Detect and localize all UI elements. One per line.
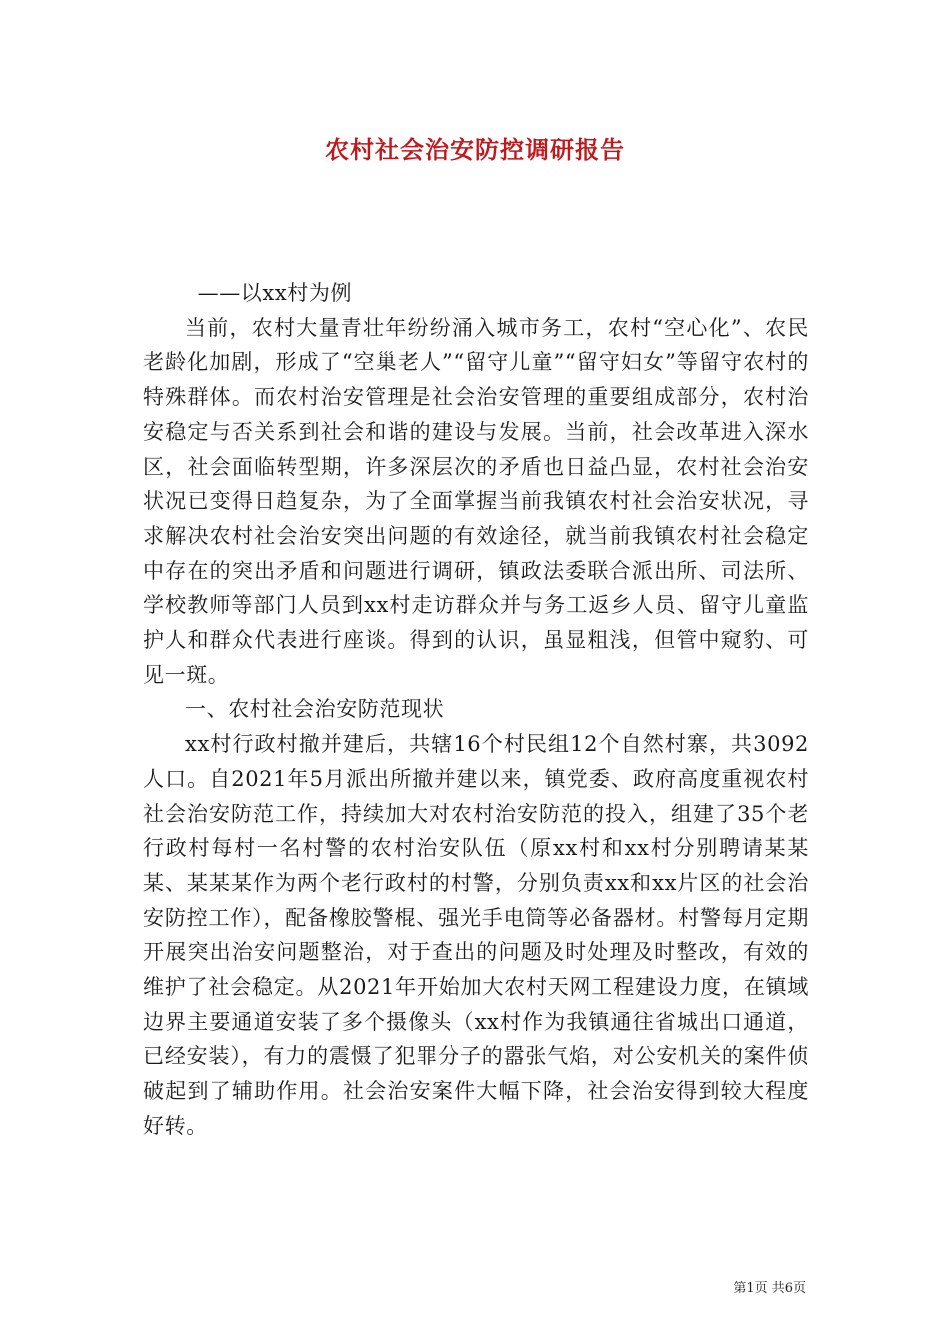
section-heading: 一、农村社会治安防范现状 — [185, 697, 445, 722]
document-title: 农村社会治安防控调研报告 — [325, 135, 625, 164]
document-body — [143, 276, 809, 1144]
page-number: 第1页 共6页 — [733, 1281, 806, 1296]
status-paragraph: xx村行政村撤并建后，共辖16个村民组12个自然村寨，共3092人口。自2021年5月派出所撤并建以来，镇党委、政府高度重视农村社会治安防范工作，持续加大对农村治安防范的投入，组建了35个老行政村每村一名村警的农村治安队伍（原xx村和xx村分别聘请某某某、某某某作为两个老行政村的村警，分别负责xx和xx片区的社会治安防控工作），配备橡胶警棍、强光手电筒等必备器材。村警每月定期开展突出治安问题整治，对于查出的问题及时处理及时整改，有效的维护了社会稳定。从2021年开始加大农村天网工程建设力度，在镇域边界主要通道安装了多个摄像头（xx村作为我镇通往省城出口通道，已经安装），有力的震慑了犯罪分子的嚣张气焰，对公安机关的案件侦破起到了辅助作用。社会治安案件大幅下降，社会治安得到较大程度好转。 — [143, 732, 809, 1138]
document-subtitle: ——以xx村为例 — [197, 281, 353, 305]
intro-paragraph: 当前，农村大量青壮年纷纷涌入城市务工，农村“空心化”、农民老龄化加剧，形成了“空巢老人”“留守儿童”“留守妇女”等留守农村的特殊群体。而农村治安管理是社会治安管理的重要组成部分，农村治安稳定与否关系到社会和谐的建设与发展。当前，社会改革进入深水区，社会面临转型期，许多深层次的矛盾也日益凸显，农村社会治安状况已变得日趋复杂，为了全面掌握当前我镇农村社会治安状况，寻求解决农村社会治安突出问题的有效途径，就当前我镇农村社会稳定中存在的突出矛盾和问题进行调研，镇政法委联合派出所、司法所、学校教师等部门人员到xx村走访群众并与务工返乡人员、留守儿童监护人和群众代表进行座谈。得到的认识，虽显粗浅，但管中窥豹、可见一斑。 — [143, 315, 809, 687]
